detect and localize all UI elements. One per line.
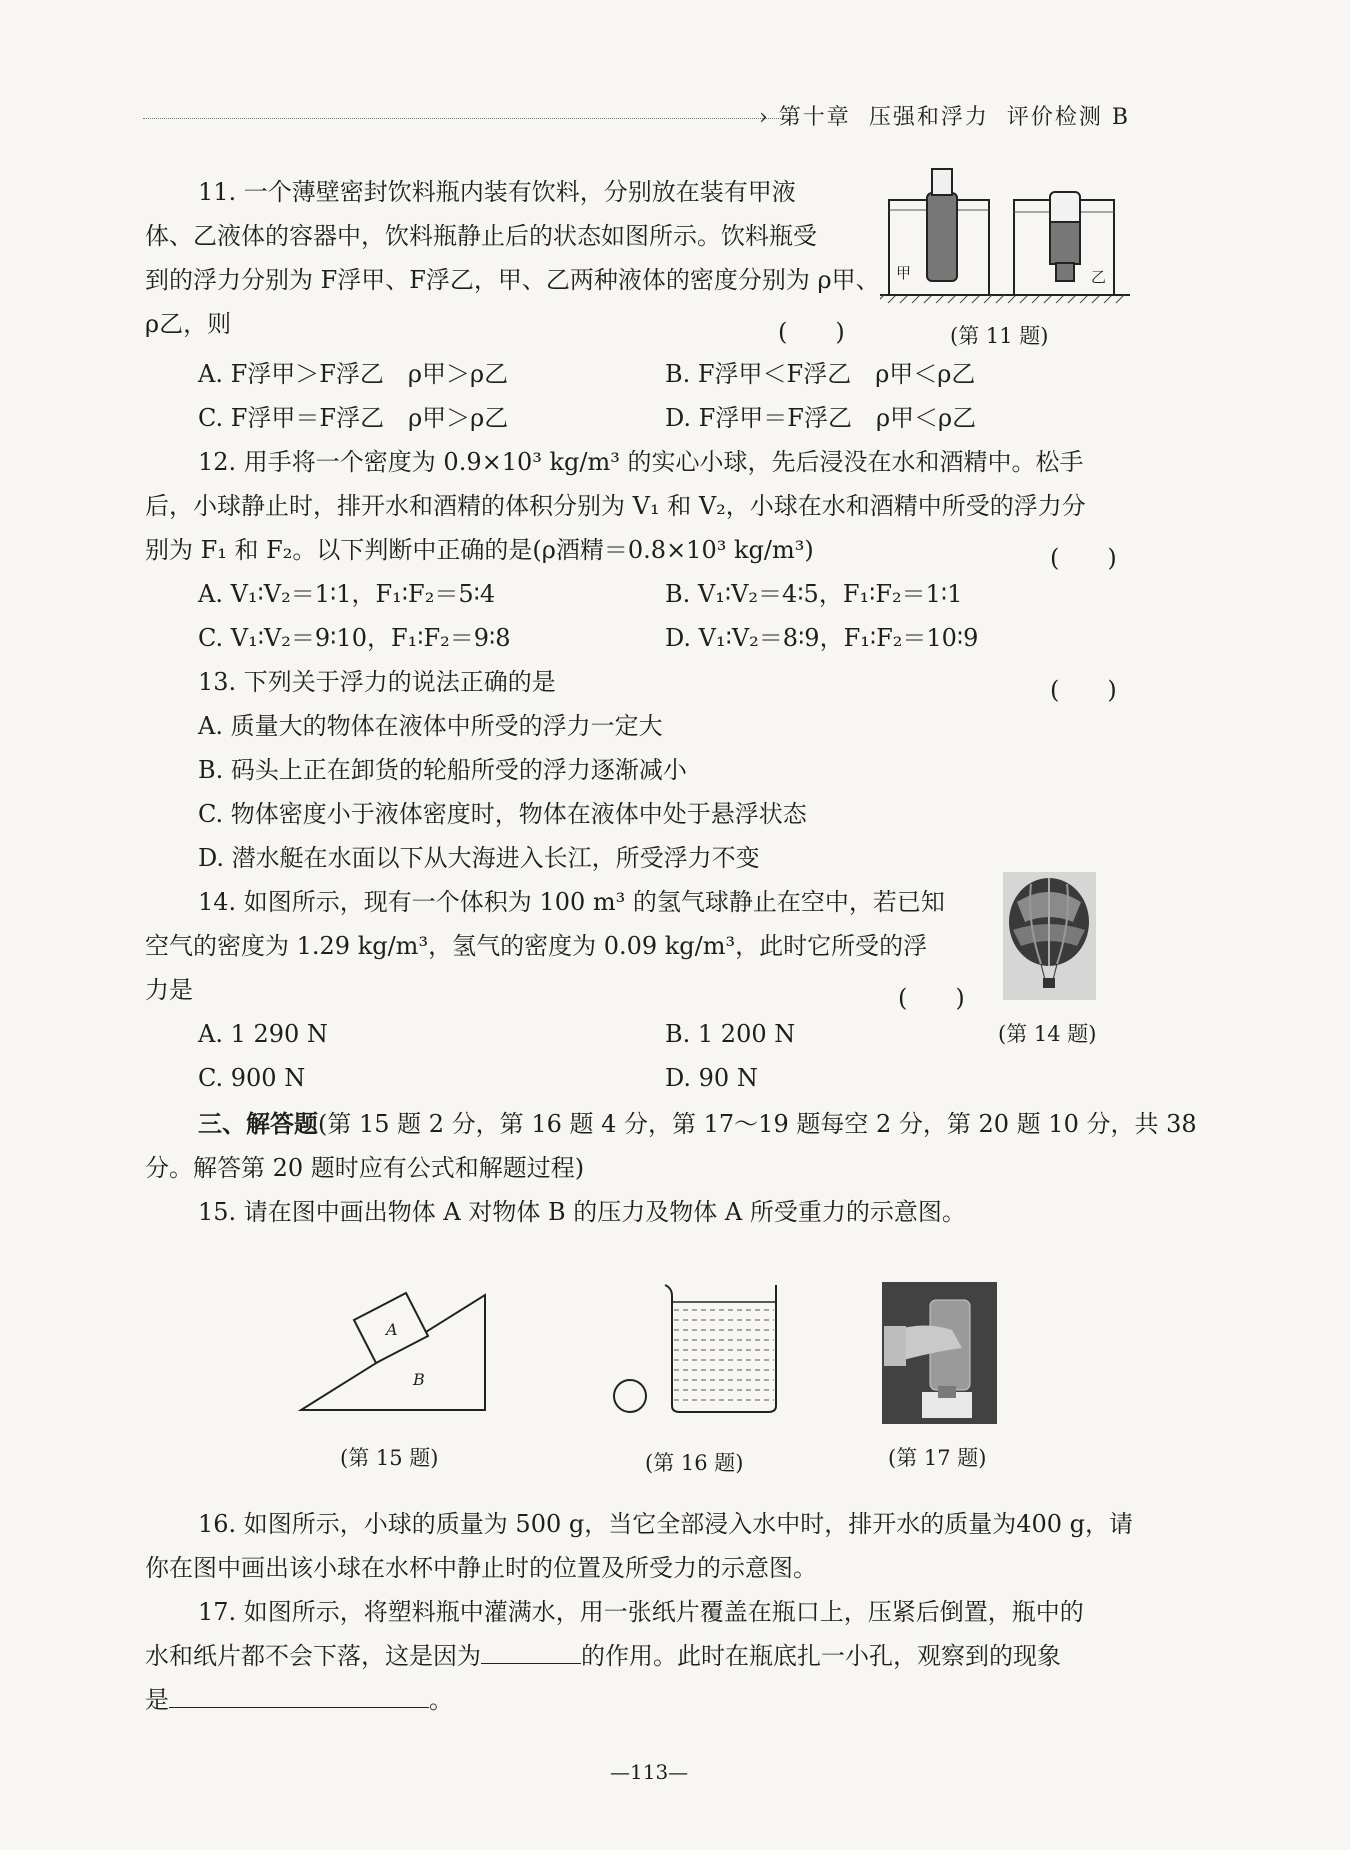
q16-line-2: 你在图中画出该小球在水杯中静止时的位置及所受力的示意图。: [145, 1554, 817, 1582]
q14-option-b: B. 1 200 N: [665, 1020, 796, 1048]
q13-answer-paren: ( ): [1050, 676, 1117, 704]
q17-line-2: [145, 1634, 1061, 1678]
bottle-jia: [927, 193, 957, 281]
q11-caption: (第 11 题): [950, 324, 1049, 348]
q16-figure: [610, 1280, 780, 1420]
q12-option-d: D. V₁∶V₂＝8∶9，F₁∶F₂＝10∶9: [665, 624, 979, 652]
q14-line-1: 14. 如图所示，现有一个体积为 100 m³ 的氢气球静止在空中，若已知: [198, 888, 945, 916]
header-rule: [143, 118, 783, 119]
section3-scoring: (第 15 题 2 分，第 16 题 4 分，第 17～19 题每空 2 分，第 20 题 10 分，共 38: [318, 1110, 1197, 1138]
section3-title: 三、解答题: [198, 1109, 318, 1138]
section3-line-2: 分。解答第 20 题时应有公式和解题过程): [145, 1154, 585, 1182]
q13-option-d: D. 潜水艇在水面以下从大海进入长江，所受浮力不变: [198, 844, 760, 872]
q13-stem: 13. 下列关于浮力的说法正确的是: [198, 668, 556, 696]
q11-line-4: ρ乙，则: [145, 310, 232, 338]
q17-caption: (第 17 题): [888, 1446, 987, 1470]
q15-stem: 15. 请在图中画出物体 A 对物体 B 的压力及物体 A 所受重力的示意图。: [198, 1198, 966, 1226]
q12-answer-paren: ( ): [1050, 544, 1117, 572]
q14-caption: (第 14 题): [998, 1022, 1097, 1046]
q17-line-1: 17. 如图所示，将塑料瓶中灌满水，用一张纸片覆盖在瓶口上，压紧后倒置，瓶中的: [198, 1598, 1084, 1626]
label-jia: 甲: [896, 264, 912, 282]
q17-bottle-photo: [882, 1282, 997, 1424]
q11-answer-paren: ( ): [778, 318, 845, 346]
q14-balloon-photo: [1003, 872, 1096, 1000]
q14-line-2: 空气的密度为 1.29 kg/m³，氢气的密度为 0.09 kg/m³，此时它所受的浮: [145, 932, 928, 960]
q16-caption: (第 16 题): [645, 1451, 744, 1475]
q13-option-a: A. 质量大的物体在液体中所受的浮力一定大: [198, 712, 663, 740]
q11-line-3: 到的浮力分别为 F浮甲、F浮乙，甲、乙两种液体的密度分别为 ρ甲、: [145, 266, 880, 294]
q14-line-3: 力是: [145, 976, 193, 1004]
q11-option-a: A. F浮甲＞F浮乙 ρ甲＞ρ乙: [198, 360, 509, 388]
q11-line-2: 体、乙液体的容器中，饮料瓶静止后的状态如图所示。饮料瓶受: [145, 222, 817, 250]
q17-answer-blank-2[interactable]: [169, 1683, 429, 1708]
q17-answer-blank-1[interactable]: [481, 1639, 581, 1664]
label-b: B: [413, 1370, 425, 1389]
q14-option-a: A. 1 290 N: [198, 1020, 328, 1048]
q11-option-b: B. F浮甲＜F浮乙 ρ甲＜ρ乙: [665, 360, 976, 388]
header-section: 评价检测 B: [1006, 105, 1130, 130]
q14-option-c: C. 900 N: [198, 1064, 306, 1092]
q11-option-c: C. F浮甲＝F浮乙 ρ甲＞ρ乙: [198, 404, 509, 432]
q17-line-3: [145, 1678, 453, 1722]
header-arrow: ›: [758, 105, 770, 130]
q17-line-3-start: 是: [145, 1686, 169, 1714]
beaker: [665, 1285, 776, 1412]
q11-line-1: 11. 一个薄壁密封饮料瓶内装有饮料，分别放在装有甲液: [198, 178, 796, 206]
q12-line-2: 后，小球静止时，排开水和酒精的体积分别为 V₁ 和 V₂，小球在水和酒精中所受的浮力分: [145, 492, 1086, 520]
q13-option-c: C. 物体密度小于液体密度时，物体在液体中处于悬浮状态: [198, 800, 807, 828]
q17-line-2-end: 的作用。此时在瓶底扎一小孔，观察到的现象: [581, 1642, 1061, 1670]
q14-option-d: D. 90 N: [665, 1064, 758, 1092]
header-chapter: 第十章: [778, 105, 851, 130]
ball: [614, 1380, 646, 1412]
label-yi: 乙: [1091, 268, 1107, 286]
q12-option-c: C. V₁∶V₂＝9∶10，F₁∶F₂＝9∶8: [198, 624, 511, 652]
label-a: A: [386, 1320, 398, 1339]
q13-option-b: B. 码头上正在卸货的轮船所受的浮力逐渐减小: [198, 756, 687, 784]
q12-line-1: 12. 用手将一个密度为 0.9×10³ kg/m³ 的实心小球，先后浸没在水和酒精中。松手: [198, 448, 1084, 476]
page-number: —113—: [610, 1760, 689, 1784]
section3-line-1: [198, 1102, 1197, 1146]
q17-line-3-end: 。: [429, 1686, 453, 1714]
q14-answer-paren: ( ): [898, 984, 965, 1012]
header-title: 压强和浮力: [868, 105, 989, 130]
q17-line-2-start: 水和纸片都不会下落，这是因为: [145, 1642, 481, 1670]
q12-line-3: 别为 F₁ 和 F₂。以下判断中正确的是(ρ酒精＝0.8×10³ kg/m³): [145, 536, 814, 564]
q11-option-d: D. F浮甲＝F浮乙 ρ甲＜ρ乙: [665, 404, 977, 432]
q12-option-b: B. V₁∶V₂＝4∶5，F₁∶F₂＝1∶1: [665, 580, 963, 608]
q12-option-a: A. V₁∶V₂＝1∶1，F₁∶F₂＝5∶4: [198, 580, 496, 608]
q11-figure: [880, 165, 1130, 310]
page-header: [759, 100, 1130, 131]
q15-caption: (第 15 题): [340, 1446, 439, 1470]
q15-figure: [298, 1285, 488, 1415]
q16-line-1: 16. 如图所示，小球的质量为 500 g，当它全部浸入水中时，排开水的质量为400 g，请: [198, 1510, 1134, 1538]
